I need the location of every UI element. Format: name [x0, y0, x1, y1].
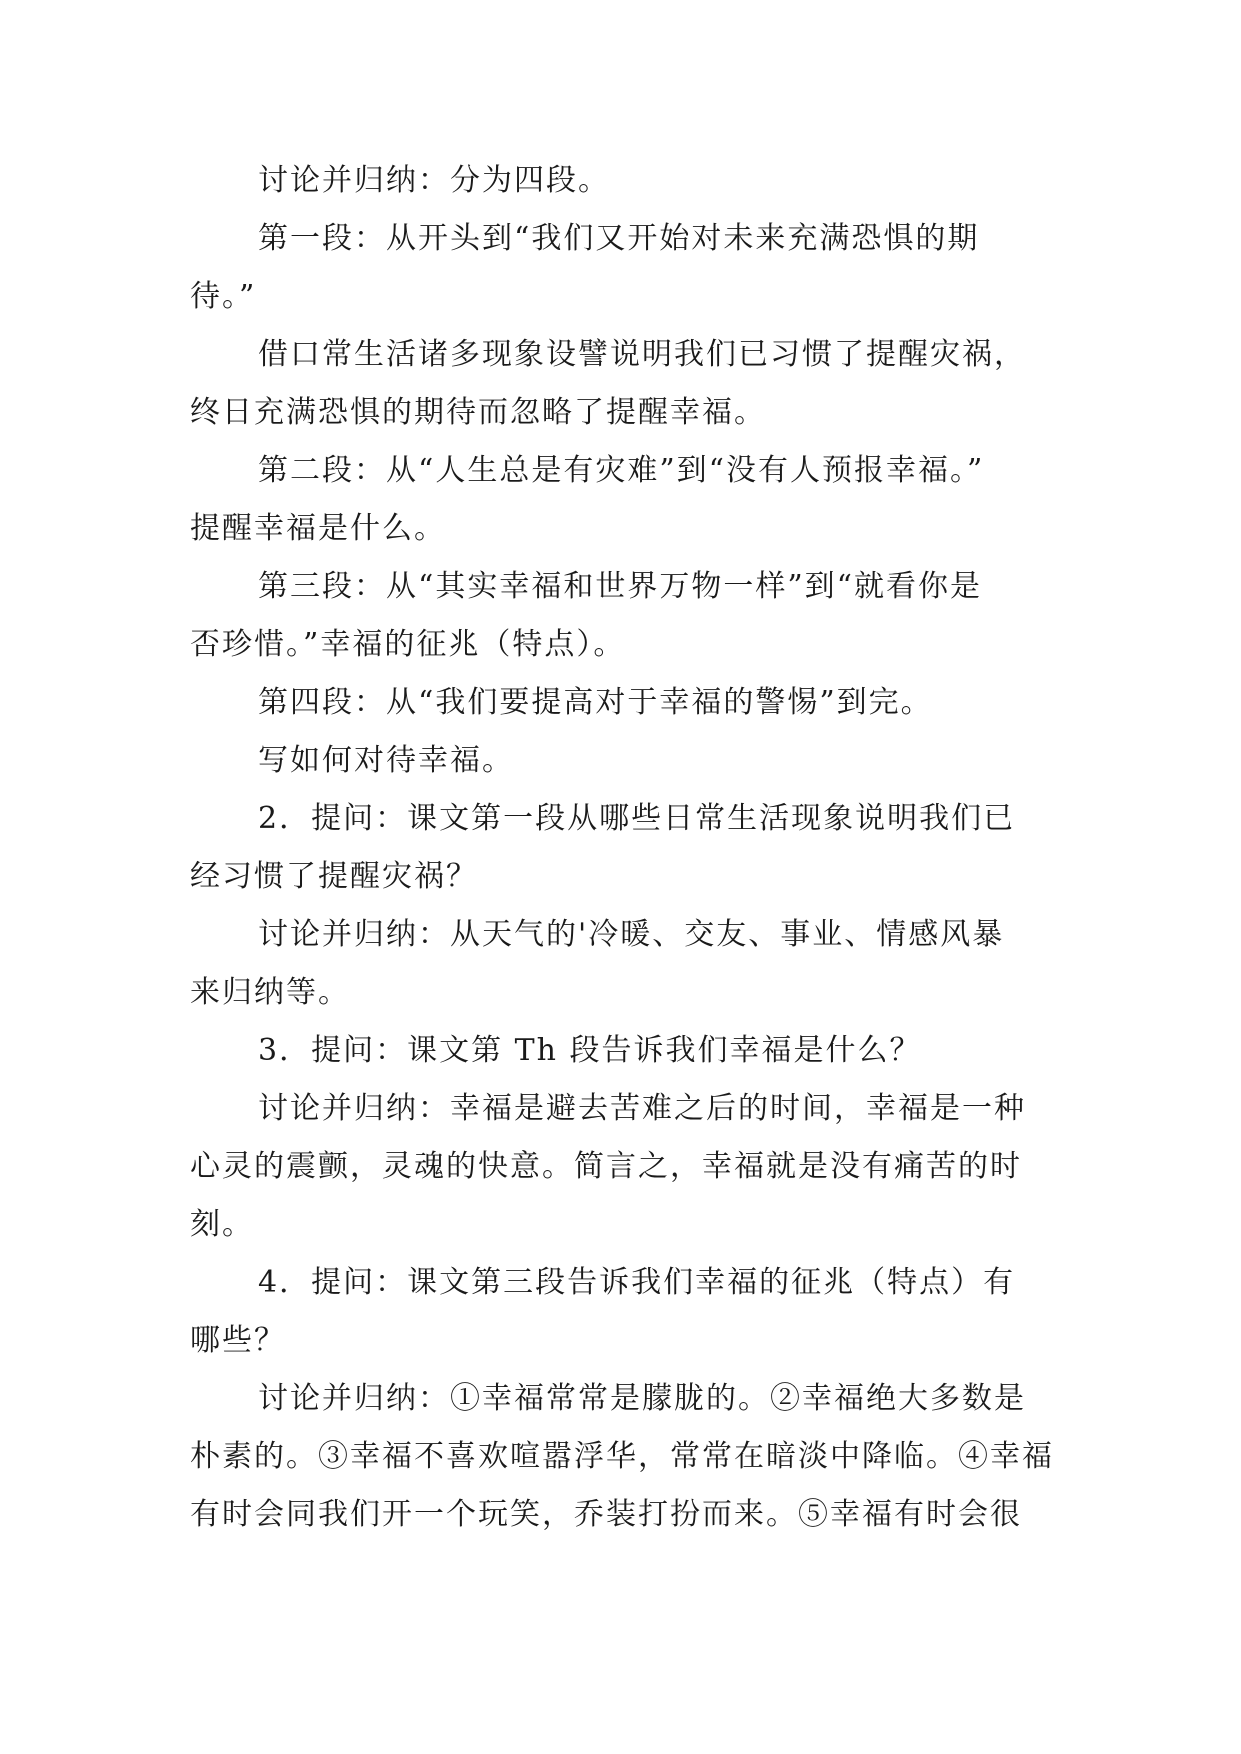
paragraph-line: 朴素的。③幸福不喜欢喧嚣浮华，常常在暗淡中降临。④幸福 — [190, 1439, 1054, 1474]
paragraph — [190, 906, 1060, 1022]
paragraph — [190, 1370, 1060, 1544]
paragraph — [190, 1254, 1060, 1370]
paragraph-line: 第二段：从“人生总是有灾难”到“没有人预报幸福。” — [258, 453, 985, 488]
paragraph-line: 刻。 — [190, 1207, 254, 1242]
paragraph — [190, 1080, 1060, 1254]
paragraph-line: 第四段：从“我们要提高对于幸福的警惕”到完。 — [258, 685, 933, 720]
paragraph-line: 写如何对待幸福。 — [258, 743, 514, 778]
paragraph-line: 终日充满恐惧的期待而忽略了提醒幸福。 — [190, 395, 766, 430]
paragraph-line: 否珍惜。”幸福的征兆（特点）。 — [190, 627, 626, 662]
paragraph-line: 心灵的震颤，灵魂的快意。简言之，幸福就是没有痛苦的时 — [190, 1149, 1022, 1184]
paragraph — [190, 732, 1060, 790]
paragraph-line: 2．提问：课文第一段从哪些日常生活现象说明我们已 — [258, 801, 1016, 836]
paragraph-line: 哪些？ — [190, 1323, 286, 1358]
paragraph — [190, 442, 1060, 558]
paragraph-line: 经习惯了提醒灾祸？ — [190, 859, 478, 894]
paragraph-line: 4．提问：课文第三段告诉我们幸福的征兆（特点）有 — [258, 1265, 1016, 1300]
paragraph — [190, 326, 1060, 442]
paragraph-line: 讨论并归纳：从天气的'冷暖、交友、事业、情感风暴 — [258, 917, 1005, 952]
paragraph — [190, 1022, 1060, 1080]
paragraph-line: 借口常生活诸多现象设譬说明我们已习惯了提醒灾祸， — [258, 337, 1026, 372]
paragraph-line: 待。” — [190, 279, 257, 314]
paragraph — [190, 790, 1060, 906]
paragraph-line: 讨论并归纳：①幸福常常是朦胧的。②幸福绝大多数是 — [258, 1381, 1026, 1416]
paragraph-line: 讨论并归纳：幸福是避去苦难之后的时间，幸福是一种 — [258, 1091, 1026, 1126]
paragraph-line: 第一段：从开头到“我们又开始对未来充满恐惧的期 — [258, 221, 980, 256]
document-body — [190, 152, 1060, 1544]
paragraph-line: 3．提问：课文第 Th 段告诉我们幸福是什么？ — [258, 1033, 922, 1068]
paragraph-line: 有时会同我们开一个玩笑，乔装打扮而来。⑤幸福有时会很 — [190, 1497, 1022, 1532]
paragraph-line: 来归纳等。 — [190, 975, 350, 1010]
paragraph — [190, 152, 1060, 210]
paragraph — [190, 558, 1060, 674]
paragraph-line: 讨论并归纳：分为四段。 — [258, 163, 610, 198]
paragraph-line: 第三段：从“其实幸福和世界万物一样”到“就看你是 — [258, 569, 983, 604]
paragraph — [190, 210, 1060, 326]
paragraph-line: 提醒幸福是什么。 — [190, 511, 446, 546]
paragraph — [190, 674, 1060, 732]
